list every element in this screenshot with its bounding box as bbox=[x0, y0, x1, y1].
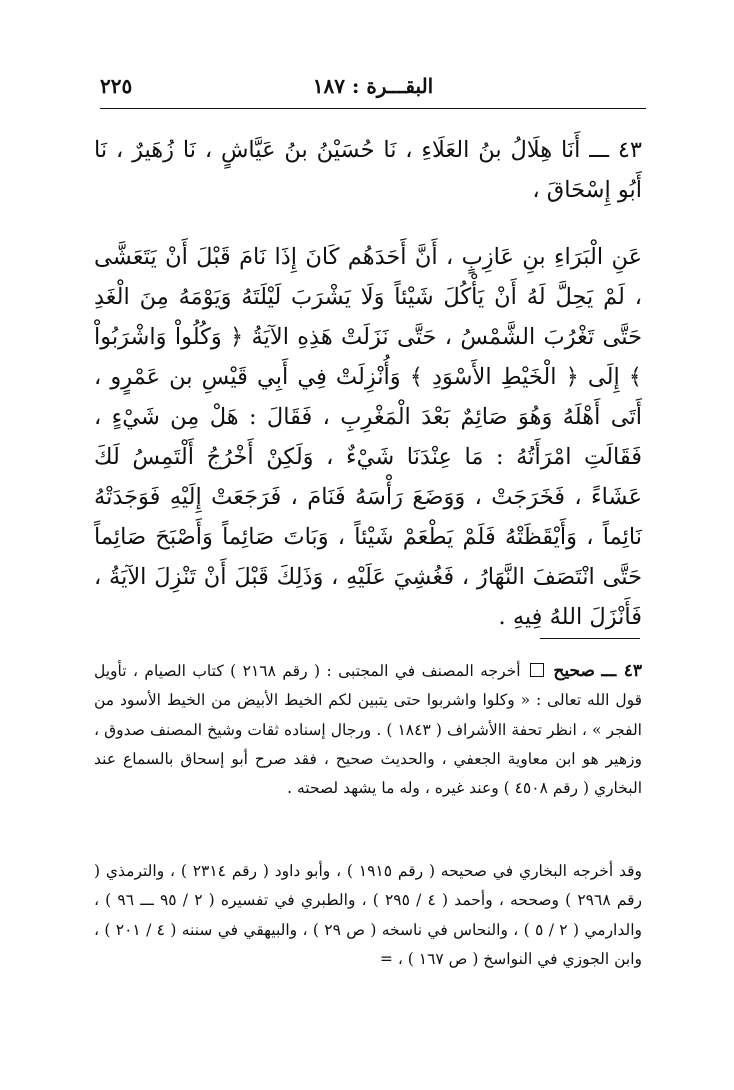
footnote-takhrij: وقد أخرجه البخاري في صحيحه ( رقم ١٩١٥ ) ، وأبو داود ( رقم ٢٣١٤ ) ، والترمذي ( رقم ٢٩٦٨ ) وصححه ، وأحمد ( ٤ / ٢٩٥ ) ، والطبري في تفسيره ( ٢ / ٩٥ ـــ ٩٦ ) ، والدارمي ( ٢ / ٥ ) ، والنحاس في ناسخه ( ص ٢٩ ) ، والبيهقي في سننه ( ٤ / ٢٠١ ) ، وابن الجوزي في النواسخ ( ص ١٦٧ ) ، = bbox=[94, 862, 643, 968]
footnote-1 bbox=[94, 657, 642, 803]
grade-label: صحيح bbox=[553, 661, 595, 681]
footnote-text: أخرجه المصنف في المجتبى : ( رقم ٢١٦٨ ) كتاب الصيام ، تأويل قول الله تعالى : « وكلوا واشربوا حتى يتبين لكم الخيط الأبيض من الخيط الأسود من الفجر » ، انظر تحفة االأشراف ( ١٨٤٣ ) . ورجال إسناده ثقات وشيخ المصنف صدوق ، وزهير هو ابن معاوية الجعفي ، والحديث صحيح ، فقد صرح أبو إسحاق بالسماع عند البخاري ( رقم ٤٥٠٨ ) وعند غيره ، وله ما يشهد لصحته . bbox=[94, 662, 642, 798]
running-title: البقـــرة : ١٨٧ bbox=[312, 74, 434, 98]
isnad-line: ٤٣ ـــ أَنَا هِلَالُ بنُ العَلَاءِ ، نَا حُسَيْنُ بنُ عَيَّاشٍ ، نَا زُهَيرٌ ، نَا أَبُو إِسْحَاقَ ، bbox=[94, 137, 642, 203]
footnote-2 bbox=[94, 857, 642, 974]
page-header bbox=[100, 68, 646, 109]
page-number: ٢٢٥ bbox=[100, 74, 133, 98]
footnote-separator bbox=[540, 638, 640, 639]
matn-paragraph: عَنِ الْبَرَاءِ بنِ عَازِبٍ ، أَنَّ أَحَدَهُم كَانَ إِذَا نَامَ قَبْلَ أَنْ يَتَعَشَّى ، لَمْ يَحِلَّ لَهُ أَنْ يَأْكُلَ شَيْئاً وَلَا يَشْرَبَ لَيْلَتَهُ وَيَوْمَهُ مِنَ الْغَدِ حَتَّى تَغْرُبَ الشَّمْسُ ، حَتَّى نَزَلَتْ هَذِهِ الآيَةُ ﴿ وَكُلُواْ وَاشْرَبُواْ ﴾ إِلَى ﴿ الْخَيْطِ الأَسْوَدِ ﴾ وَأُنْزِلَتْ فِي أَبِي قَيْسِ بن عَمْرٍو ، أَتَى أَهْلَهُ وَهُوَ صَائِمٌ بَعْدَ الْمَغْرِبِ ، فَقَالَ : هَلْ مِن شَيْءٍ ، فَقَالَتِ امْرَأَتُهُ : مَا عِنْدَنَا شَيْءٌ ، وَلَكِنْ أَخْرُجُ أَلْتَمِسُ لَكَ عَشَاءً ، فَخَرَجَتْ ، وَوَضَعَ رَأْسَهُ فَنَامَ ، فَرَجَعَتْ إِلَيْهِ فَوَجَدَتْهُ نَائِماً ، وَأَيْقَظَتْهُ فَلَمْ يَطْعَمْ شَيْئاً ، وَبَاتَ صَائِماً وَأَصْبَحَ صَائِماً حَتَّى انْتَصَفَ النَّهَارُ ، فَغُشِيَ عَلَيْهِ ، وَذَلِكَ قَبْلَ أَنْ تَنْزِلَ الآيَةُ ، فَأَنْزَلَ اللهُ فِيهِ . bbox=[94, 244, 642, 630]
hadith-isnad bbox=[94, 130, 642, 210]
hadith-matn bbox=[94, 237, 642, 637]
footnote-number: ٤٣ ـــ bbox=[601, 661, 642, 681]
square-box-icon bbox=[530, 663, 544, 677]
